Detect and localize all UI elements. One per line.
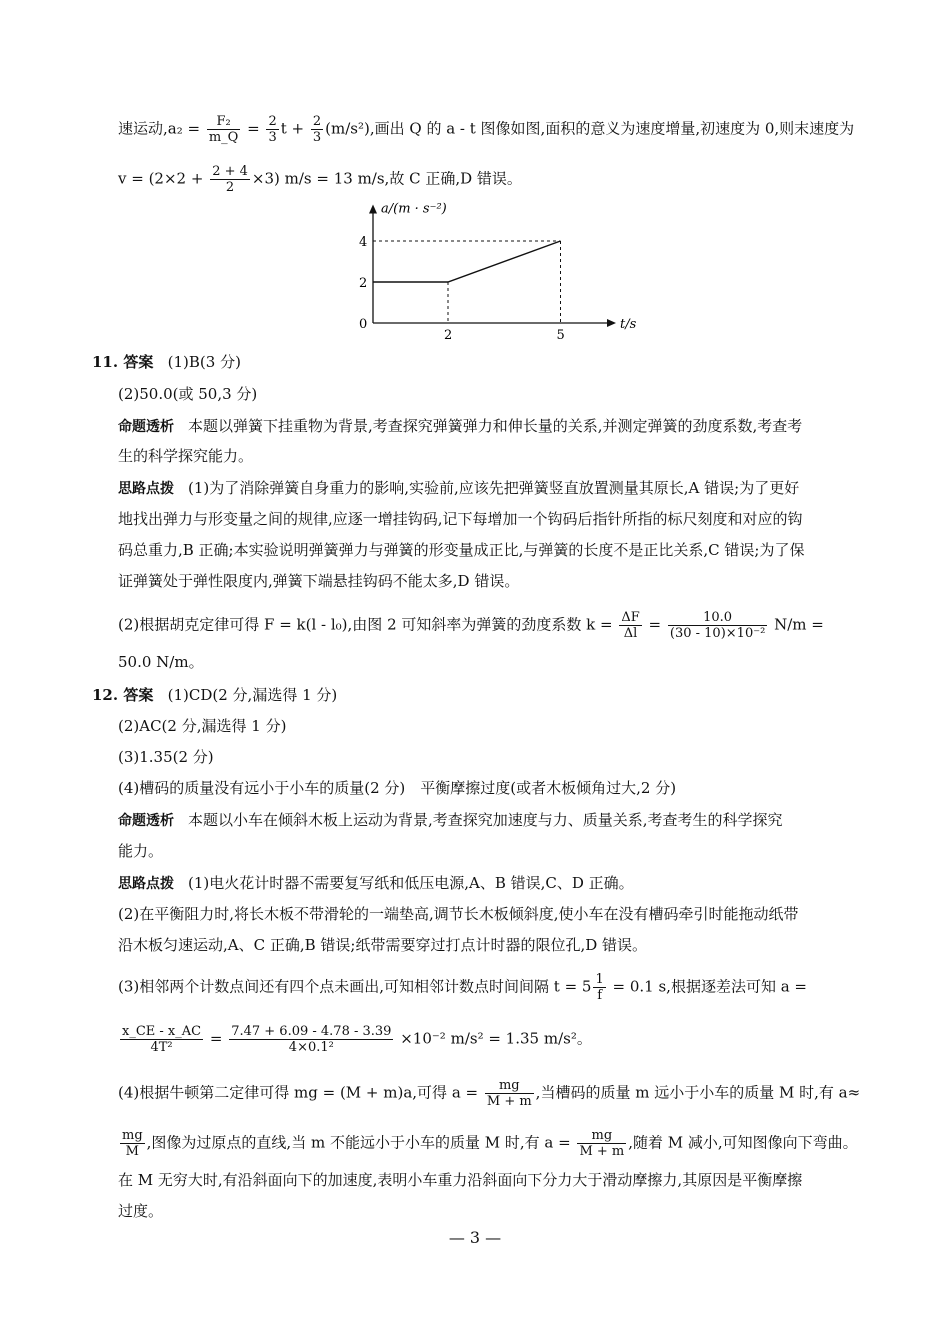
q11-hint-5: (2)根据胡克定律可得 F = k(l - l₀),由图 2 可知斜率为弹簧的劲度系数 k = $\frac{\Delta F}{\Delta l}$ = $\frac{10.0}{\text{(30 - 10)×10⁻²}}$ N/m = <box>118 610 824 641</box>
q11-hint-3: 码总重力,B 正确;本实验说明弹簧弹力与弹簧的形变量成正比,与弹簧的长度不是正比关系,C 错误;为了保 <box>118 541 805 559</box>
fraction: $\frac{\text{F₂}}{m\_Q}$ <box>208 114 239 145</box>
question-number: 12. 答案 <box>92 686 154 704</box>
analysis-tag: 命题透析 <box>118 419 174 435</box>
a-t-chart <box>335 200 637 345</box>
y-tick-label: 4 <box>359 235 368 250</box>
fraction: $\frac{mg}{M}$ <box>122 1128 143 1159</box>
q11-analysis-2: 生的科学探究能力。 <box>118 447 254 465</box>
fraction: $\frac{mg}{M + m}$ <box>486 1078 532 1109</box>
q11-answer-line: 11. 答案 (1)B(3 分) <box>92 353 241 371</box>
q12-hint-7: $\frac{mg}{M}$ ,图像为过原点的直线,当 m 不能远小于小车的质量 M 时,有 a = $\frac{mg}{M + m}$ ,随着 M 减小,可知图像向下弯曲。 <box>122 1128 858 1159</box>
fraction: $\frac{10.0}{\text{(30 - 10)×10⁻²}}$ <box>669 610 766 641</box>
q12-answer-4: (4)槽码的质量没有远小于小车的质量(2 分) 平衡摩擦过度(或者木板倾角过大,2 分) <box>118 779 677 797</box>
q12-hint-6: (4)根据牛顿第二定律可得 mg = (M + m)a,可得 a = $\frac{mg}{M + m}$ ,当槽码的质量 m 远小于小车的质量 M 时,有 a≈ <box>118 1078 861 1109</box>
x-axis-label: t/s <box>620 317 637 332</box>
q12-hint-3: 沿木板匀速运动,A、C 正确,B 错误;纸带需要穿过打点计时器的限位孔,D 错误。 <box>118 936 648 954</box>
q12-hint-4: (3)相邻两个计数点间还有四个点未画出,可知相邻计数点时间间隔 t = 5 $\frac{1}{f}$ = 0.1 s,根据逐差法可知 a = <box>118 972 807 1003</box>
q11-analysis-1: 命题透析 本题以弹簧下挂重物为背景,考查探究弹簧弹力和伸长量的关系,并测定弹簧的劲度系数,考查考 <box>118 417 803 435</box>
fraction: $\frac{7.47 + 6.09 - 4.78 - 3.39}{\text{4×0.1²}}$ <box>231 1024 392 1055</box>
q12-hint-2: (2)在平衡阻力时,将长木板不带滑轮的一端垫高,调节长木板倾斜度,使小车在没有槽码牵引时能拖动纸带 <box>118 905 799 923</box>
solution-line-1: 速运动,a₂ = $\frac{\text{F₂}}{m\_Q}$ = $\frac{2}{3}$ t + $\frac{2}{3}$ (m/s²),画出 Q 的 a - t 图像如图,面积的意义为速度增量,初速度为 0,则末速度为 <box>118 114 855 145</box>
q11-hint-4: 证弹簧处于弹性限度内,弹簧下端悬挂钩码不能太多,D 错误。 <box>118 572 520 590</box>
q12-answer-3: (3)1.35(2 分) <box>118 748 214 766</box>
hint-tag: 思路点拨 <box>118 876 174 892</box>
x-tick-label: 5 <box>556 328 565 343</box>
y-axis-arrow <box>369 205 377 214</box>
q11-answer-2: (2)50.0(或 50,3 分) <box>118 385 258 403</box>
q12-hint-8: 在 M 无穷大时,有沿斜面向下的加速度,表明小车重力沿斜面向下分力大于滑动摩擦力,其原因是平衡摩擦 <box>118 1171 803 1189</box>
q12-analysis-1: 命题透析 本题以小车在倾斜木板上运动为背景,考查探究加速度与力、质量关系,考查考生的科学探究 <box>118 811 783 829</box>
q12-hint-5: $\frac{x\_CE - x\_AC}{\text{4T²}}$ = $\frac{7.47 + 6.09 - 4.78 - 3.39}{\text{4×0.1²}}$ ×10⁻² m/s² = 1.35 m/s²。 <box>122 1024 592 1055</box>
hint-tag: 思路点拨 <box>118 481 174 497</box>
q12-analysis-2: 能力。 <box>118 842 164 860</box>
fraction: $\frac{2}{3}$ <box>268 114 277 145</box>
y-axis-label: a/(m · s⁻²) <box>381 201 447 217</box>
fraction: $\frac{2}{3}$ <box>312 114 322 145</box>
y-tick-label: 2 <box>359 276 368 291</box>
analysis-tag: 命题透析 <box>118 813 174 829</box>
solution-line-2: v = (2×2 + $\frac{2 + 4}{2}$ ×3) m/s = 13 m/s,故 C 正确,D 错误。 <box>118 164 522 195</box>
q11-hint-2: 地找出弹力与形变量之间的规律,应逐一增挂钩码,记下每增加一个钩码后指针所指的标尺刻度和对应的钩 <box>118 510 803 528</box>
fraction: $\frac{\Delta F}{\Delta l}$ <box>621 610 640 641</box>
fraction: $\frac{1}{f}$ <box>595 972 604 1003</box>
q12-hint-9: 过度。 <box>118 1202 164 1220</box>
series-line <box>373 241 561 282</box>
question-number: 11. 答案 <box>92 353 154 371</box>
q11-hint-6: 50.0 N/m。 <box>118 653 204 671</box>
origin-label: 0 <box>359 317 368 332</box>
q11-hint-1: 思路点拨 (1)为了消除弹簧自身重力的影响,实验前,应该先把弹簧竖直放置测量其原长,A 错误;为了更好 <box>118 479 800 497</box>
q12-hint-1: 思路点拨 (1)电火花计时器不需要复写纸和低压电源,A、B 错误,C、D 正确。 <box>118 874 634 892</box>
fraction: $\frac{x\_CE - x\_AC}{\text{4T²}}$ <box>122 1024 202 1055</box>
x-tick-label: 2 <box>444 328 453 343</box>
fraction: $\frac{2 + 4}{2}$ <box>212 164 248 195</box>
q12-answer-line: 12. 答案 (1)CD(2 分,漏选得 1 分) <box>92 686 338 704</box>
x-axis-arrow <box>607 319 616 327</box>
fraction: $\frac{mg}{M + m}$ <box>579 1128 625 1159</box>
page-number: — 3 — <box>448 1228 502 1247</box>
q12-answer-2: (2)AC(2 分,漏选得 1 分) <box>118 717 287 735</box>
